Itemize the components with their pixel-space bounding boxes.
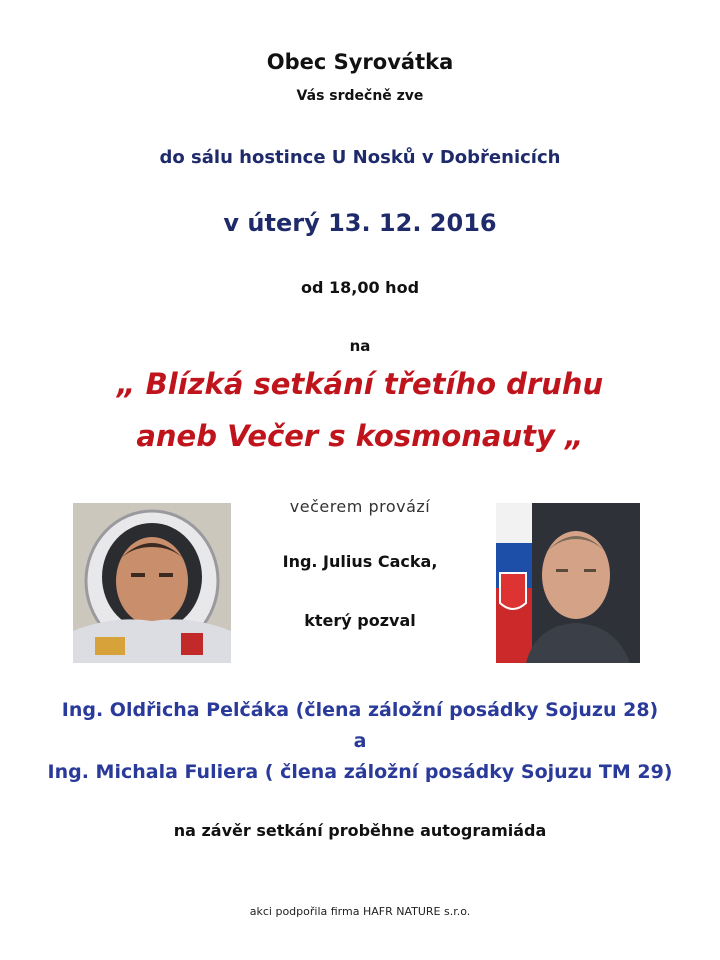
invited-text: který pozval [304,611,416,630]
event-title-line1: „ Blízká setkání třetího druhu [116,367,604,401]
sponsor-text: akci podpořila firma HAFR NATURE s.r.o. [249,905,471,918]
autograph-text: na závěr setkání proběhne autogramiáda [173,821,547,840]
event-date: v úterý 13. 12. 2016 [223,209,497,237]
guest2-text: Ing. Michala Fuliera ( člena záložní posádky Sojuzu TM 29) [47,761,673,783]
organizer-heading: Obec Syrovátka [266,50,454,74]
guest1-text: Ing. Oldřicha Pelčáka (člena záložní posádky Sojuzu 28) [61,699,659,721]
and-text: a [353,730,367,752]
cosmonaut-photo-left [73,503,231,663]
cosmonaut-portrait-image [496,503,640,663]
invite-text: Vás srdečně zve [296,88,424,104]
event-title-line2: aneb Večer s kosmonauty „ [136,419,584,453]
host-intro-text: večerem provází [289,497,431,516]
host-name: Ing. Julius Cacka, [282,552,438,571]
na-text: na [349,337,371,355]
cosmonaut-spacesuit-image [73,503,231,663]
event-time: od 18,00 hod [300,278,420,297]
cosmonaut-photo-right [496,503,640,663]
venue-text: do sálu hostince U Nosků v Dobřenicích [159,147,561,168]
